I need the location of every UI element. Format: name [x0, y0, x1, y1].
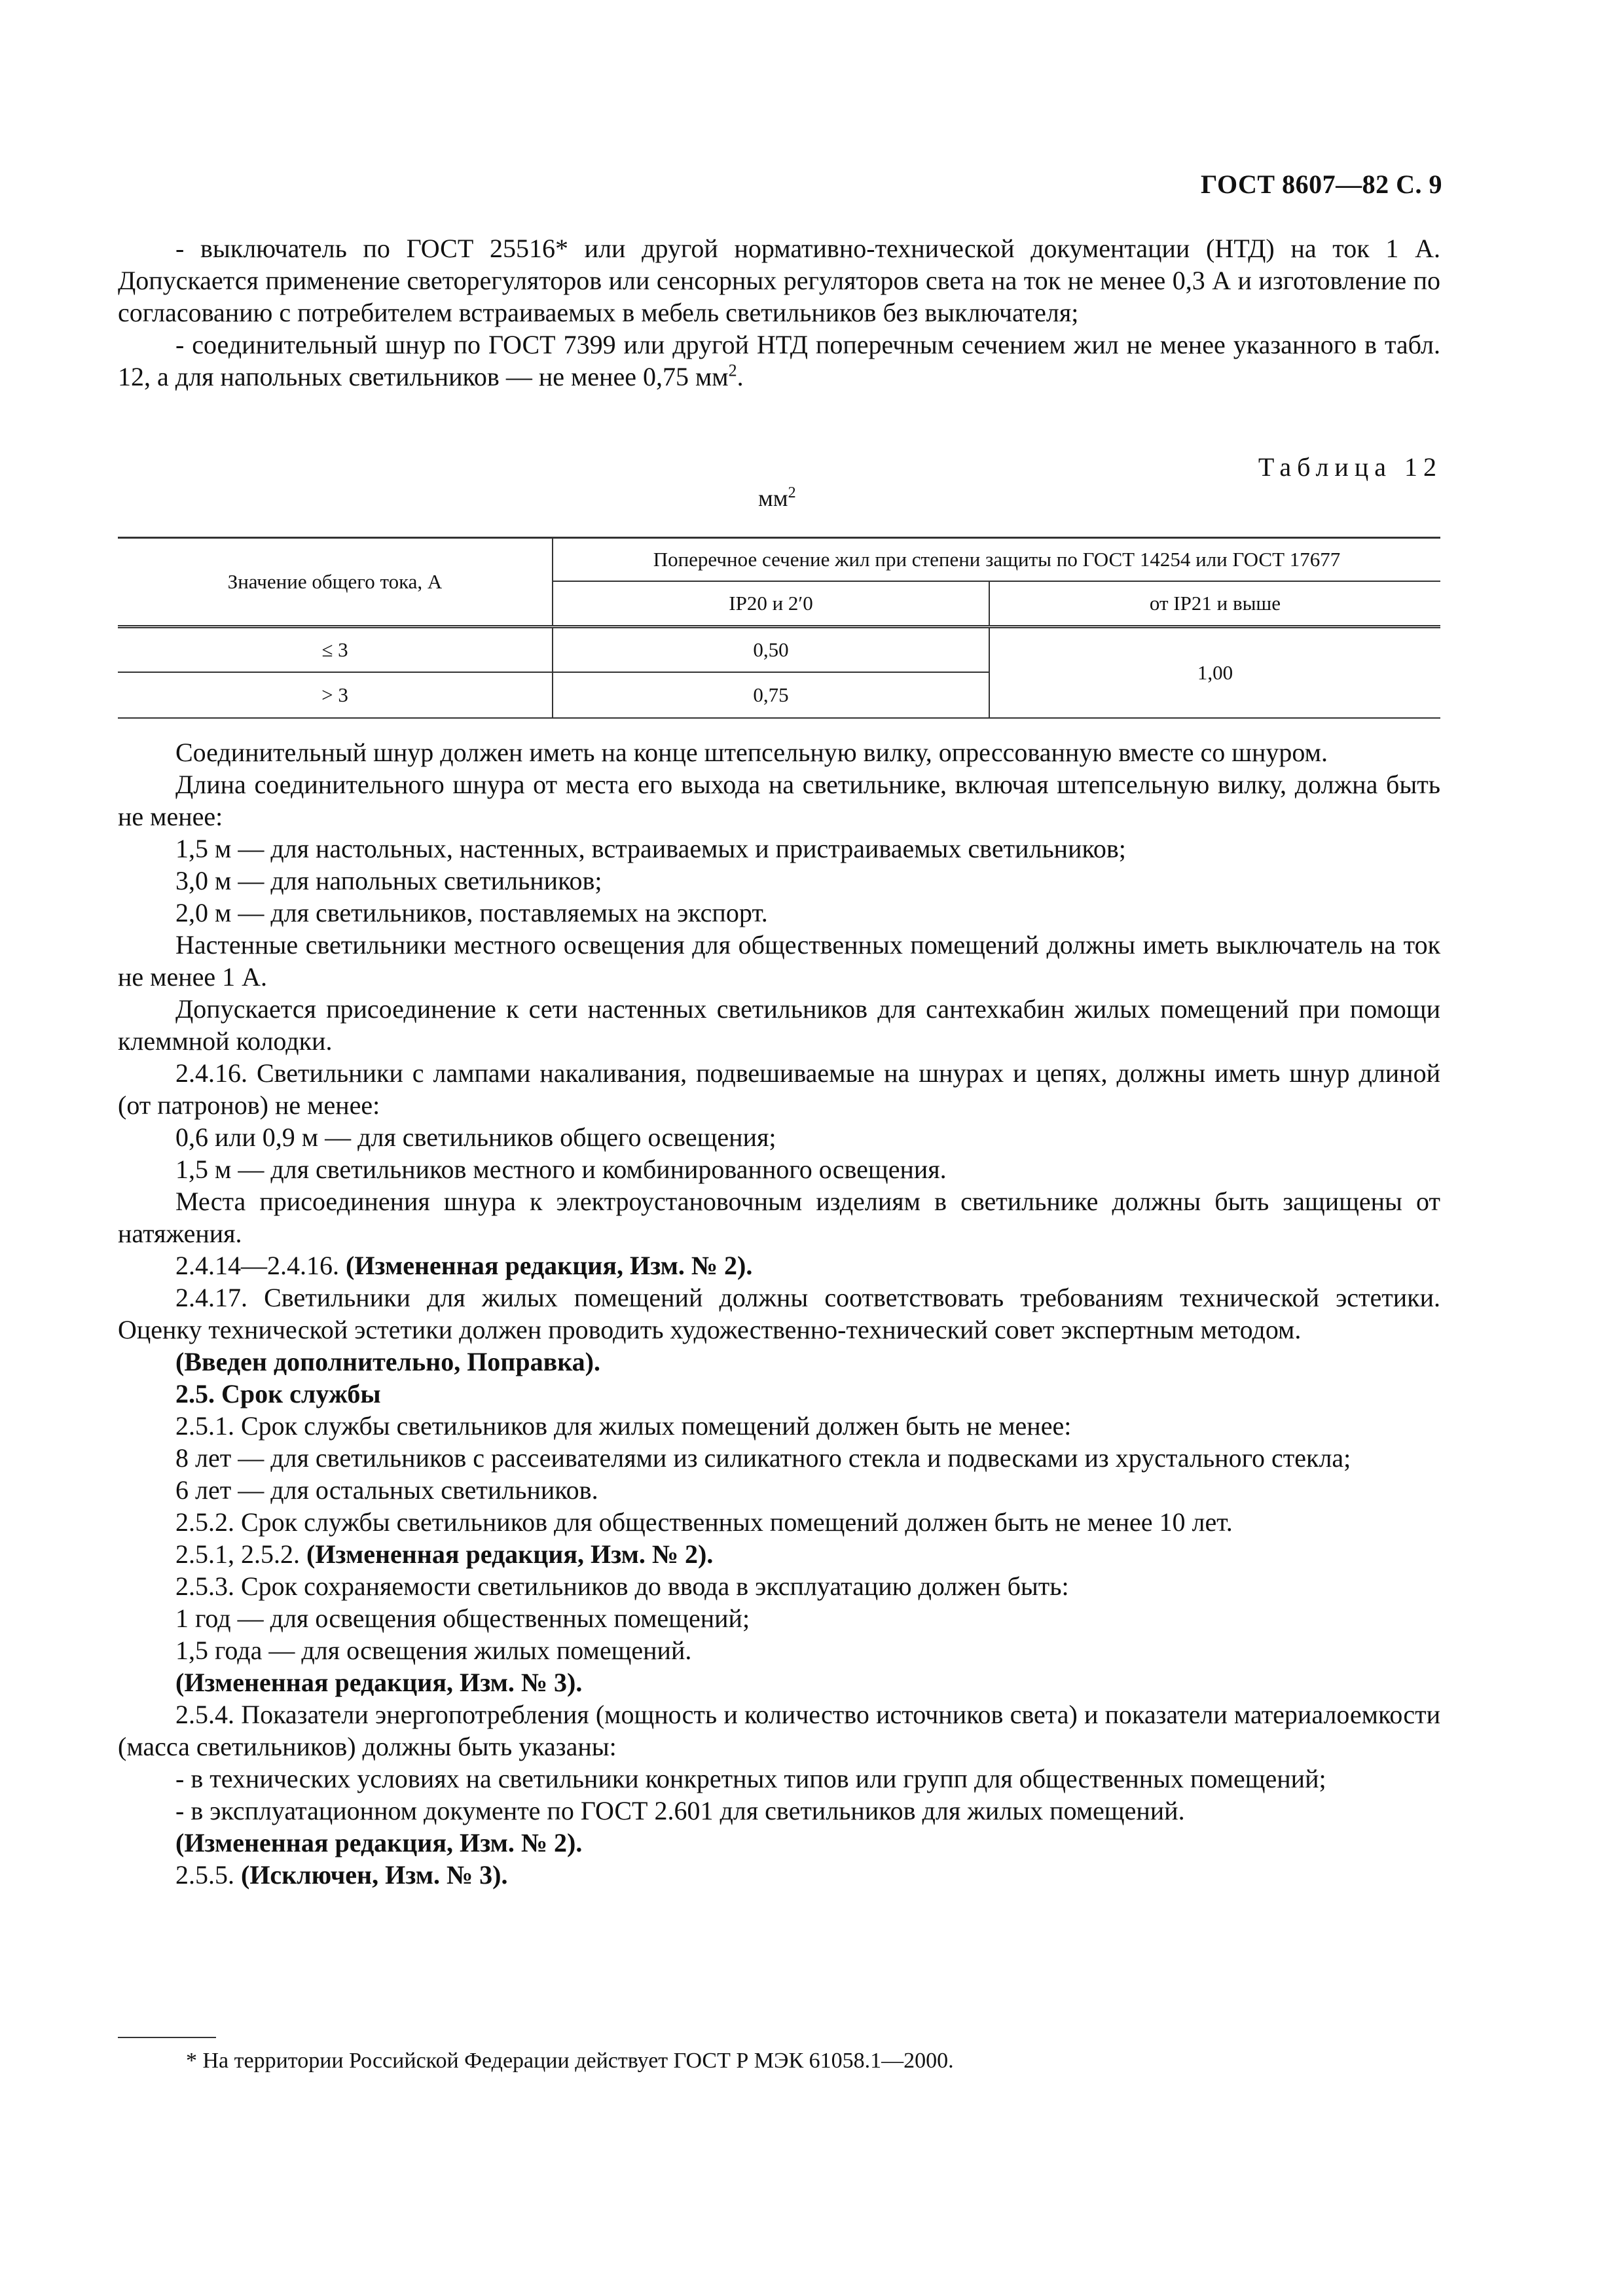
- table-unit: $мм^2$: [758, 484, 796, 511]
- paragraph-text: Соединительный шнур должен иметь на конце штепсельную вилку, опрессованную вместе со шнуром.: [175, 738, 1328, 767]
- paragraph-bold-note: (Измененная редакция, Изм. № 3).: [175, 1668, 583, 1697]
- paragraph: [118, 1666, 1440, 1698]
- paragraph-text: 8 лет — для светильников с рассеивателями из силикатного стекла и подвесками из хрустального стекла;: [175, 1443, 1351, 1473]
- paragraph-text: 2.4.17. Светильники для жилых помещений должны соответствовать требованиям технической эстетики. Оценку технической эстетики должен проводить художественно-технический совет экспертным методом.: [118, 1283, 1440, 1344]
- col-header-ip21: от IP21 и выше: [989, 581, 1440, 627]
- paragraph: [118, 1474, 1440, 1506]
- paragraph: [118, 1763, 1440, 1795]
- paragraph-text: Допускается присоединение к сети настенных светильников для сантехкабин жилых помещений при помощи клеммной колодки.: [118, 994, 1440, 1056]
- body-text: [118, 736, 1440, 1891]
- paragraph-bold-note: (Измененная редакция, Изм. № 2).: [306, 1539, 714, 1569]
- paragraph: [118, 1153, 1440, 1185]
- paragraph: [118, 1602, 1440, 1634]
- footnote-separator: [118, 2037, 216, 2038]
- paragraph: [118, 833, 1440, 865]
- paragraph-text: 2.4.14—2.4.16.: [175, 1251, 346, 1280]
- paragraph-bold-note: (Измененная редакция, Изм. № 2).: [346, 1251, 753, 1280]
- cross-section-table: [118, 537, 1440, 719]
- paragraph-text: 2,0 м — для светильников, поставляемых на экспорт.: [175, 898, 768, 927]
- col-header-current: Значение общего тока, А: [118, 538, 553, 627]
- paragraph-text: Длина соединительного шнура от места его выхода на светильнике, включая штепсельную вилку, должна быть не менее:: [118, 770, 1440, 831]
- paragraph: - выключатель по ГОСТ 25516* или другой нормативно-технической документации (НТД) на ток 1 А. Допускается применение светорегуляторов или сенсорных регуляторов света на ток не менее 0,3 А и изготовление по согласованию с потребителем встраиваемых в мебель светильников без выключателя;: [118, 234, 1440, 327]
- paragraph-text: 0,6 или 0,9 м — для светильников общего освещения;: [175, 1122, 776, 1152]
- paragraph: [118, 865, 1440, 897]
- paragraph: [118, 1410, 1440, 1442]
- paragraph-text: 2.5.5.: [175, 1860, 241, 1890]
- paragraph: - соединительный шнур по ГОСТ 7399 или другой НТД поперечным сечением жил не менее указанного в табл. 12, а для напольных светильников — не менее 0,75 $мм^2$.: [118, 330, 1440, 391]
- paragraph-bold-note: (Исключен, Изм. № 3).: [241, 1860, 508, 1890]
- paragraph: [118, 1506, 1440, 1538]
- paragraph: [118, 1795, 1440, 1827]
- paragraph-text: 1,5 года — для освещения жилых помещений.: [175, 1636, 692, 1665]
- table-caption: Таблица 12: [1258, 452, 1442, 482]
- paragraph: [118, 1827, 1440, 1859]
- paragraph-text: - в эксплуатационном документе по ГОСТ 2.601 для светильников для жилых помещений.: [175, 1796, 1185, 1825]
- paragraph-bold-note: (Введен дополнительно, Поправка).: [175, 1347, 600, 1376]
- paragraph-text: 2.5.4. Показатели энергопотребления (мощность и количество источников света) и показатели материалоемкости (масса светильников) должны быть указаны:: [118, 1700, 1440, 1761]
- paragraph: [118, 1378, 1440, 1410]
- paragraph: [118, 1282, 1440, 1346]
- paragraph: [118, 1570, 1440, 1602]
- cell-current: > 3: [118, 672, 553, 718]
- paragraph: [118, 1057, 1440, 1121]
- paragraph-text: Настенные светильники местного освещения для общественных помещений должны иметь выключатель на ток не менее 1 А.: [118, 930, 1440, 992]
- paragraph-text: 6 лет — для остальных светильников.: [175, 1475, 598, 1505]
- paragraph: [118, 1442, 1440, 1474]
- cell-current: ≤ 3: [118, 627, 553, 673]
- paragraph: [118, 1249, 1440, 1282]
- paragraph: [118, 1346, 1440, 1378]
- cell-ip20: 0,75: [553, 672, 989, 718]
- paragraph-text: 1,5 м — для светильников местного и комбинированного освещения.: [175, 1155, 947, 1184]
- paragraph: [118, 1859, 1440, 1891]
- paragraph-bold-note: 2.5. Срок службы: [175, 1379, 381, 1408]
- col-header-group: Поперечное сечение жил при степени защиты по ГОСТ 14254 или ГОСТ 17677: [553, 538, 1440, 582]
- paragraph: [118, 768, 1440, 833]
- paragraph: [118, 736, 1440, 768]
- cell-ip20: 0,50: [553, 627, 989, 673]
- paragraph: [118, 1185, 1440, 1249]
- paragraph-text: - в технических условиях на светильники конкретных типов или групп для общественных помещений;: [175, 1764, 1326, 1793]
- paragraph-text: 2.5.3. Срок сохраняемости светильников до ввода в эксплуатацию должен быть:: [175, 1571, 1069, 1601]
- page-header: ГОСТ 8607—82 С. 9: [1200, 170, 1442, 199]
- paragraph-text: 1,5 м — для настольных, настенных, встраиваемых и пристраиваемых светильников;: [175, 834, 1126, 863]
- paragraph-text: 2.5.1, 2.5.2.: [175, 1539, 306, 1569]
- paragraph-text: 2.4.16. Светильники с лампами накаливания, подвешиваемые на шнурах и цепях, должны иметь шнур длиной (от патронов) не менее:: [118, 1058, 1440, 1120]
- paragraph-text: 3,0 м — для напольных светильников;: [175, 866, 602, 895]
- paragraph: [118, 929, 1440, 993]
- paragraph-bold-note: (Измененная редакция, Изм. № 2).: [175, 1828, 583, 1857]
- paragraph: [118, 897, 1440, 929]
- paragraph-text: 1 год — для освещения общественных помещений;: [175, 1604, 750, 1633]
- paragraph-text: 2.5.1. Срок службы светильников для жилых помещений должен быть не менее:: [175, 1411, 1072, 1441]
- paragraph-text: 2.5.2. Срок службы светильников для общественных помещений должен быть не менее 10 лет.: [175, 1507, 1233, 1537]
- paragraph: [118, 1121, 1440, 1153]
- paragraph: [118, 1698, 1440, 1763]
- paragraph: [118, 993, 1440, 1057]
- footnote: * На территории Российской Федерации действует ГОСТ Р МЭК 61058.1—2000.: [186, 2049, 954, 2073]
- paragraph: [118, 1538, 1440, 1570]
- cell-ip21: 1,00: [989, 627, 1440, 719]
- paragraph: [118, 1634, 1440, 1666]
- intro-text: [118, 232, 1440, 393]
- paragraph-text: Места присоединения шнура к электроустановочным изделиям в светильнике должны быть защищены от натяжения.: [118, 1187, 1440, 1248]
- col-header-ip20: IP20 и 2′0: [553, 581, 989, 627]
- table-row: [118, 627, 1440, 673]
